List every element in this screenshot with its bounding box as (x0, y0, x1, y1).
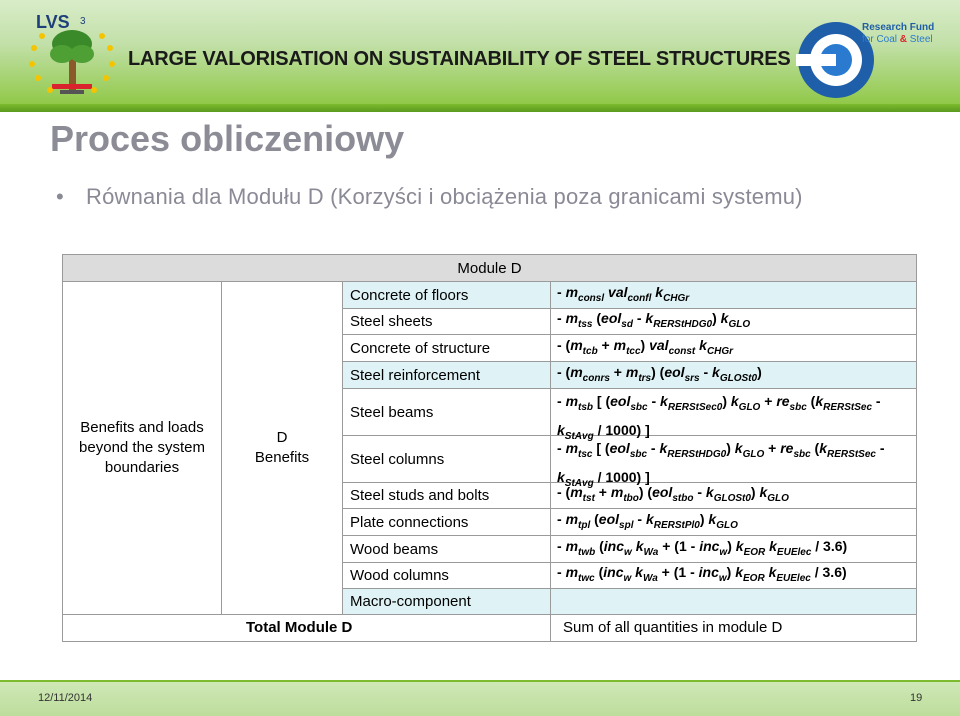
project-title: LARGE VALORISATION ON SUSTAINABILITY OF STEEL STRUCTURES (128, 48, 791, 70)
row-label-steel-studs-and-bolts: Steel studs and bolts (343, 483, 551, 509)
header-strip (0, 104, 960, 112)
row-formula-steel-studs-and-bolts: - $(m_{tst} + m_{tbo})$ $(eol_{stbo} - k_{GLOSt0})$ $k_{GLO}$ (551, 483, 916, 509)
fund-line1: Research Fund (862, 22, 935, 33)
bullet-item (56, 184, 803, 210)
row-formula-concrete-of-floors: - $m_{consl}$ val$_{confl}$ $k_{CHGr}$ (551, 282, 916, 309)
footer-bar (0, 680, 960, 716)
row-label-wood-beams: Wood beams (343, 536, 551, 563)
row-formula-steel-beams: - $m_{tsb}$ [ $(eol_{sbc} - k_{RERStSec0})$ $k_{GLO} + re_{sbc}$ ($k_{RERStSec}$ - $k_{StAvg} / 1000$) ] (551, 389, 916, 436)
row-formula-wood-columns: - $m_{twc}$ (inc$_w$ $k_{Wa} + (1 - inc_w)$ $k_{EOR}$ $k_{EUElec} / 3.6$) (551, 563, 916, 589)
row-label-wood-columns: Wood columns (343, 563, 551, 589)
subcategory-cell: D Benefits (222, 282, 343, 614)
row-label-steel-reinforcement: Steel reinforcement (343, 362, 551, 389)
lvs3-logo (22, 4, 122, 104)
row-formula-wood-beams: - $m_{twb}$ (inc$_w$ $k_{Wa} + (1 - inc_w)$ $k_{EOR}$ $k_{EUElec} / 3.6$) (551, 536, 916, 563)
row-label-plate-connections: Plate connections (343, 509, 551, 536)
bullet-icon: • (56, 184, 64, 209)
footer-date: 12/11/2014 (38, 692, 93, 704)
row-label-steel-columns: Steel columns (343, 436, 551, 483)
logo-text: LVS (36, 12, 70, 32)
header-banner (0, 0, 960, 110)
category-cell: Benefits and loads beyond the system boundaries (63, 282, 222, 614)
page-number: 19 (910, 692, 923, 704)
logo-sub: 3 (80, 16, 86, 27)
table-header: Module D (63, 255, 916, 282)
row-label-steel-beams: Steel beams (343, 389, 551, 436)
row-label-concrete-of-structure: Concrete of structure (343, 335, 551, 362)
total-label: Total Module D (63, 614, 551, 641)
row-formula-macro-component (551, 589, 916, 614)
module-d-table (62, 254, 917, 642)
row-label-steel-sheets: Steel sheets (343, 309, 551, 335)
row-label-concrete-of-floors: Concrete of floors (343, 282, 551, 309)
row-formula-plate-connections: - $m_{tpl}$ $(eol_{spl} - k_{RERStPl0})$ $k_{GLO}$ (551, 509, 916, 536)
total-value: Sum of all quantities in module D (551, 614, 916, 641)
bullet-text: Równania dla Modułu D (Korzyści i obciążenia poza granicami systemu) (86, 184, 803, 209)
row-formula-concrete-of-structure: - $(m_{tcb} + m_{tcc})$ val$_{const}$ $k_{CHGr}$ (551, 335, 916, 362)
row-formula-steel-sheets: - $m_{tss}$ $(eol_{sd} - k_{RERStHDG0})$ $k_{GLO}$ (551, 309, 916, 335)
row-label-macro-component: Macro-component (343, 589, 551, 614)
research-fund-text (862, 22, 934, 46)
fund-line2: for Coal & Steel (862, 34, 933, 45)
row-formula-steel-columns: - $m_{tsc}$ [ $(eol_{sbc} - k_{RERStHDG0})$ $k_{GLO} + re_{sbc}$ ($k_{RERStSec}$ - $k_{StAvg} / 1000$) ] (551, 436, 916, 483)
page-title: Proces obliczeniowy (50, 118, 405, 159)
row-formula-steel-reinforcement: - $(m_{conrs} + m_{trs})$ $(eol_{srs} - k_{GLOSt0})$ (551, 362, 916, 389)
